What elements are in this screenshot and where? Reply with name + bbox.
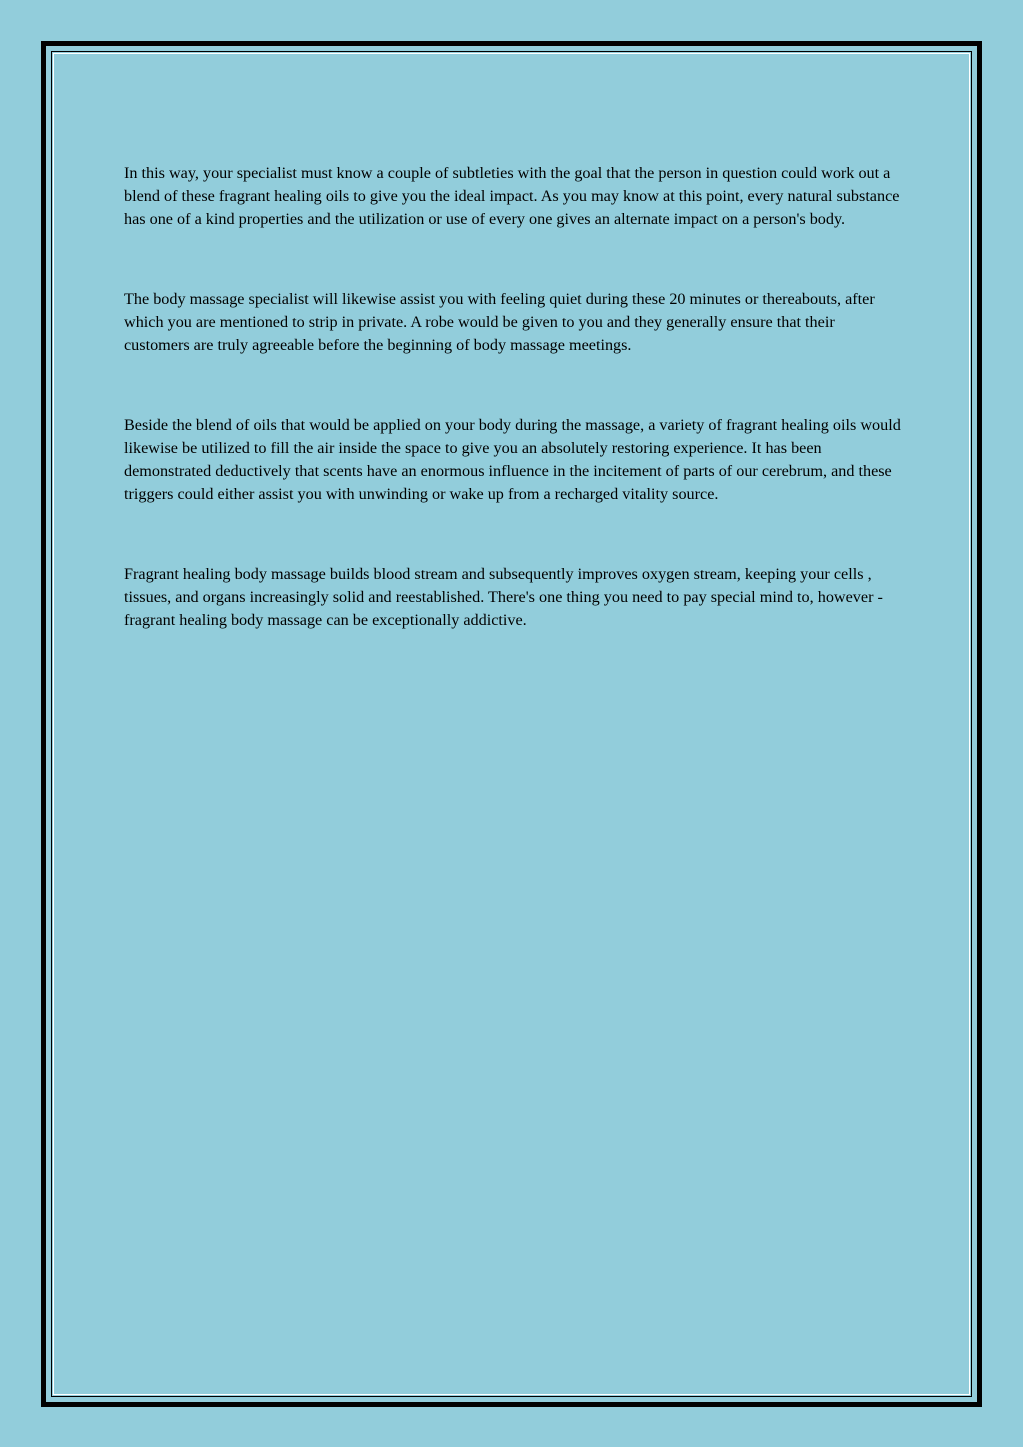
paragraph-4: Fragrant healing body massage builds blood stream and subsequently improves oxygen stream, keeping your cells , tissues, and organs increasingly solid and reestablished. There's one thing you need to pay special mind to, however - fragrant healing body massage can be exceptionally addictive.	[124, 565, 883, 629]
paragraph-2: The body massage specialist will likewise assist you with feeling quiet during these 20 minutes or thereabouts, after which you are mentioned to strip in private. A robe would be given to you and they generally ensure that their customers are truly agreeable before the beginning of body massage meetings.	[124, 290, 875, 354]
document-body	[124, 162, 904, 689]
paragraph-3: Beside the blend of oils that would be applied on your body during the massage, a variety of fragrant healing oils would likewise be utilized to fill the air inside the space to give you an absolutely restoring experience. It has been demonstrated deductively that scents have an enormous influence in the incitement of parts of our cerebrum, and these triggers could either assist you with unwinding or wake up from a recharged vitality source.	[124, 416, 901, 503]
paragraph-1: In this way, your specialist must know a couple of subtleties with the goal that the person in question could work out a blend of these fragrant healing oils to give you the ideal impact. As you may know at this point, every natural substance has one of a kind properties and the utilization or use of every one gives an alternate impact on a person's body.	[124, 164, 900, 228]
